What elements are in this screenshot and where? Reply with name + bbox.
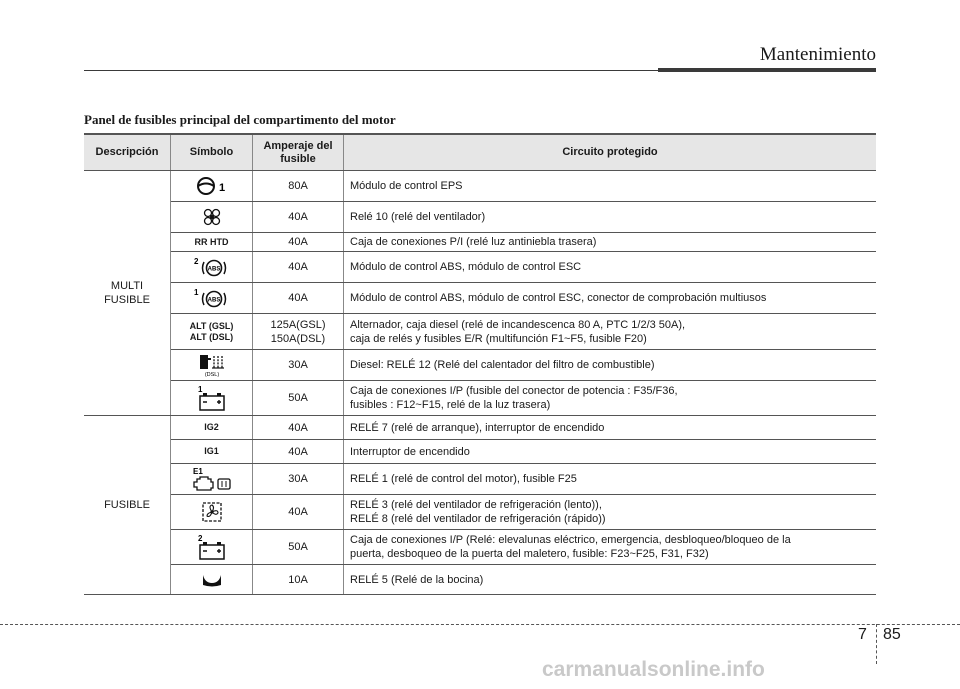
circuit-cell: Alternador, caja diesel (relé de incandescenca 80 A, PTC 1/2/3 50A), caja de relés y fusibles E/R (multifunción F1~F5, fusible F20)	[344, 314, 877, 350]
table-row: 2 50A Caja de conexiones I/P (Relé: elevalunas eléctrico, emergencia, desbloqueo/bloqueo de la puerta, desboqueo de la puerta del maletero, fusible: F23~F25, F31, F32)	[84, 530, 876, 565]
symbol-cell	[171, 565, 253, 595]
battery-icon	[192, 533, 232, 561]
table-row: IG1 40A Interruptor de encendido	[84, 440, 876, 464]
symbol-cell	[171, 495, 253, 530]
circuit-cell: RELÉ 1 (relé de control del motor), fusible F25	[344, 464, 877, 495]
table-row: RR HTD 40A Caja de conexiones P/I (relé luz antiniebla trasera)	[84, 233, 876, 252]
cooling-fan-icon	[200, 500, 224, 524]
table-header-row	[84, 134, 876, 171]
header-rule-thick	[658, 68, 876, 72]
symbol-cell	[171, 202, 253, 233]
table-row: 10A RELÉ 5 (Relé de la bocina)	[84, 565, 876, 595]
symbol-cell	[171, 381, 253, 416]
fuse-table	[84, 133, 876, 595]
symbol-cell	[171, 252, 253, 283]
symbol-cell: RR HTD	[171, 233, 253, 252]
symbol-cell	[171, 171, 253, 202]
blower-fan-icon	[200, 207, 224, 227]
footer-page-divider	[876, 624, 877, 664]
horn-icon	[198, 571, 226, 589]
circuit-cell: Módulo de control EPS	[344, 171, 877, 202]
table-row: MULTI FUSIBLE 1 80A Módulo de control EPS	[84, 171, 876, 202]
circuit-cell: Caja de conexiones P/I (relé luz antiniebla trasera)	[344, 233, 877, 252]
table-row: E1 30A RELÉ 1 (relé de control del motor), fusible F25	[84, 464, 876, 495]
table-row: 40A Relé 10 (relé del ventilador)	[84, 202, 876, 233]
circuit-cell: Caja de conexiones I/P (fusible del conector de potencia : F35/F36, fusibles : F12~F15, relé de la luz trasera)	[344, 381, 877, 416]
svg-text:ABS: ABS	[207, 297, 220, 304]
amperage-cell: 125A(GSL) 150A(DSL)	[253, 314, 344, 350]
circuit-cell: RELÉ 5 (Relé de la bocina)	[344, 565, 877, 595]
group-fusible: FUSIBLE	[84, 416, 171, 595]
footer-dashed-line	[0, 624, 960, 625]
symbol-cell	[171, 464, 253, 495]
table-row: FUSIBLE IG2 40A RELÉ 7 (relé de arranque), interruptor de encendido	[84, 416, 876, 440]
steering-wheel-icon	[192, 175, 232, 197]
table-row: 2 ABS 40A Módulo de control ABS, módulo de control ESC	[84, 252, 876, 283]
circuit-cell: RELÉ 7 (relé de arranque), interruptor de encendido	[344, 416, 877, 440]
engine-ecu-icon	[190, 466, 234, 492]
circuit-cell: Relé 10 (relé del ventilador)	[344, 202, 877, 233]
circuit-cell: RELÉ 3 (relé del ventilador de refrigeración (lento)), RELÉ 8 (relé del ventilador de refrigeración (rápido))	[344, 495, 877, 530]
circuit-cell: Interruptor de encendido	[344, 440, 877, 464]
svg-text:ABS: ABS	[207, 266, 220, 273]
circuit-cell: Caja de conexiones I/P (Relé: elevalunas eléctrico, emergencia, desbloqueo/bloqueo de la puerta, desboqueo de la puerta del maletero, fusible: F23~F25, F31, F32)	[344, 530, 877, 565]
svg-text:(DSL): (DSL)	[204, 372, 219, 378]
svg-text:2: 2	[197, 534, 202, 543]
symbol-cell	[171, 283, 253, 314]
svg-text:1: 1	[218, 182, 225, 194]
watermark: carmanualsonline.info	[542, 658, 765, 681]
symbol-cell	[171, 350, 253, 381]
abs-icon	[192, 255, 232, 279]
section-title: Panel de fusibles principal del compartimento del motor	[84, 112, 396, 127]
fuel-filter-heater-icon	[192, 352, 232, 378]
circuit-cell: Módulo de control ABS, módulo de control ESC, conector de comprobación multiusos	[344, 283, 877, 314]
circuit-cell: Diesel: RELÉ 12 (Relé del calentador del filtro de combustible)	[344, 350, 877, 381]
chapter-title: Mantenimiento	[759, 44, 876, 65]
table-row: 1 50A Caja de conexiones I/P (fusible del conector de potencia : F35/F36, fusibles : F12~F15, relé de la luz trasera)	[84, 381, 876, 416]
symbol-cell: IG1	[171, 440, 253, 464]
symbol-cell: ALT (GSL) ALT (DSL)	[171, 314, 253, 350]
svg-text:1: 1	[193, 288, 198, 297]
page-number: 85	[883, 626, 901, 643]
header-rule-thin	[84, 70, 658, 71]
table-row	[84, 314, 876, 350]
symbol-cell	[171, 530, 253, 565]
header-symbol: Símbolo	[171, 134, 253, 171]
table-row: 40A RELÉ 3 (relé del ventilador de refrigeración (lento)), RELÉ 8 (relé del ventilador de refrigeración (rápido))	[84, 495, 876, 530]
chapter-number: 7	[858, 626, 867, 643]
svg-text:1: 1	[197, 385, 202, 394]
symbol-cell: IG2	[171, 416, 253, 440]
circuit-cell: Módulo de control ABS, módulo de control ESC	[344, 252, 877, 283]
battery-icon	[192, 384, 232, 412]
group-multi-fusible: MULTI FUSIBLE	[84, 171, 171, 416]
header-amperage: Amperaje del fusible	[253, 134, 344, 171]
svg-text:2: 2	[193, 257, 198, 266]
header-description: Descripción	[84, 134, 171, 171]
table-row: 1 ABS 40A Módulo de control ABS, módulo de control ESC, conector de comprobación multiusos	[84, 283, 876, 314]
svg-text:E1: E1	[192, 467, 203, 476]
table-row: (DSL) 30A Diesel: RELÉ 12 (Relé del calentador del filtro de combustible)	[84, 350, 876, 381]
header-circuit: Circuito protegido	[344, 134, 877, 171]
abs-icon	[192, 286, 232, 310]
